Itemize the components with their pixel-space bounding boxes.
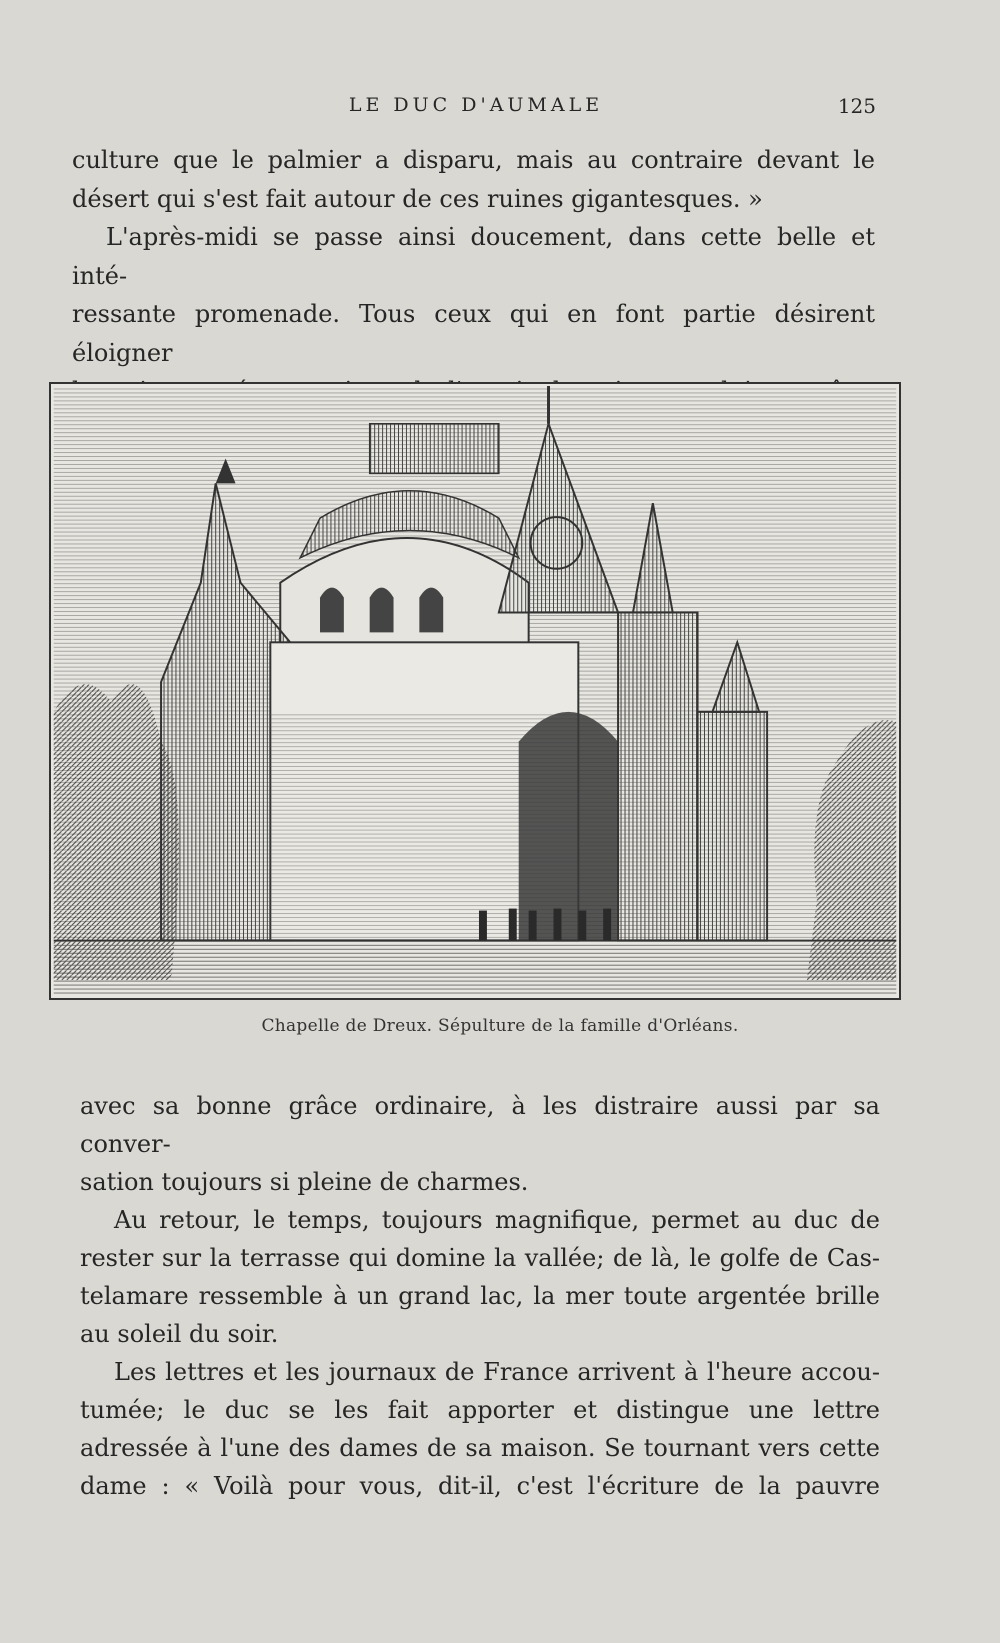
text-line: au soleil du soir. bbox=[80, 1320, 279, 1348]
engraving-illustration bbox=[49, 382, 901, 1000]
text-line: adressée à l'une des dames de sa maison. Se tournant vers cette bbox=[80, 1434, 880, 1462]
text-line: dame : « Voilà pour vous, dit-il, c'est l'écriture de la pauvre bbox=[80, 1472, 880, 1500]
text-line: telamare ressemble à un grand lac, la mer toute argentée brille bbox=[80, 1282, 880, 1310]
text-block-bottom bbox=[80, 1087, 880, 1505]
text-line: Les lettres et les journaux de France arrivent à l'heure accou- bbox=[114, 1358, 880, 1386]
text-line: Au retour, le temps, toujours magnifique, permet au duc de bbox=[114, 1206, 880, 1234]
text-line: désert qui s'est fait autour de ces ruines gigantesques. » bbox=[72, 184, 763, 213]
text-line: L'après-midi se passe ainsi doucement, dans cette belle et inté- bbox=[72, 223, 875, 290]
text-line: ressante promenade. Tous ceux qui en font partie désirent éloigner bbox=[72, 300, 875, 367]
chapel-engraving bbox=[49, 382, 901, 1000]
running-title: LE DUC D'AUMALE bbox=[348, 94, 604, 116]
running-head bbox=[76, 94, 876, 122]
page-number: 125 bbox=[837, 94, 876, 118]
text-line: rester sur la terrasse qui domine la vallée; de là, le golfe de Cas- bbox=[80, 1244, 880, 1272]
text-block-top bbox=[72, 141, 875, 411]
text-line: culture que le palmier a disparu, mais au contraire devant le bbox=[72, 146, 875, 174]
text-line: tumée; le duc se les fait apporter et distingue une lettre bbox=[80, 1396, 880, 1424]
text-line: sation toujours si pleine de charmes. bbox=[80, 1168, 529, 1196]
figure-caption: Chapelle de Dreux. Sépulture de la famille d'Orléans. bbox=[261, 1016, 739, 1036]
text-line: avec sa bonne grâce ordinaire, à les distraire aussi par sa conver- bbox=[80, 1092, 880, 1158]
